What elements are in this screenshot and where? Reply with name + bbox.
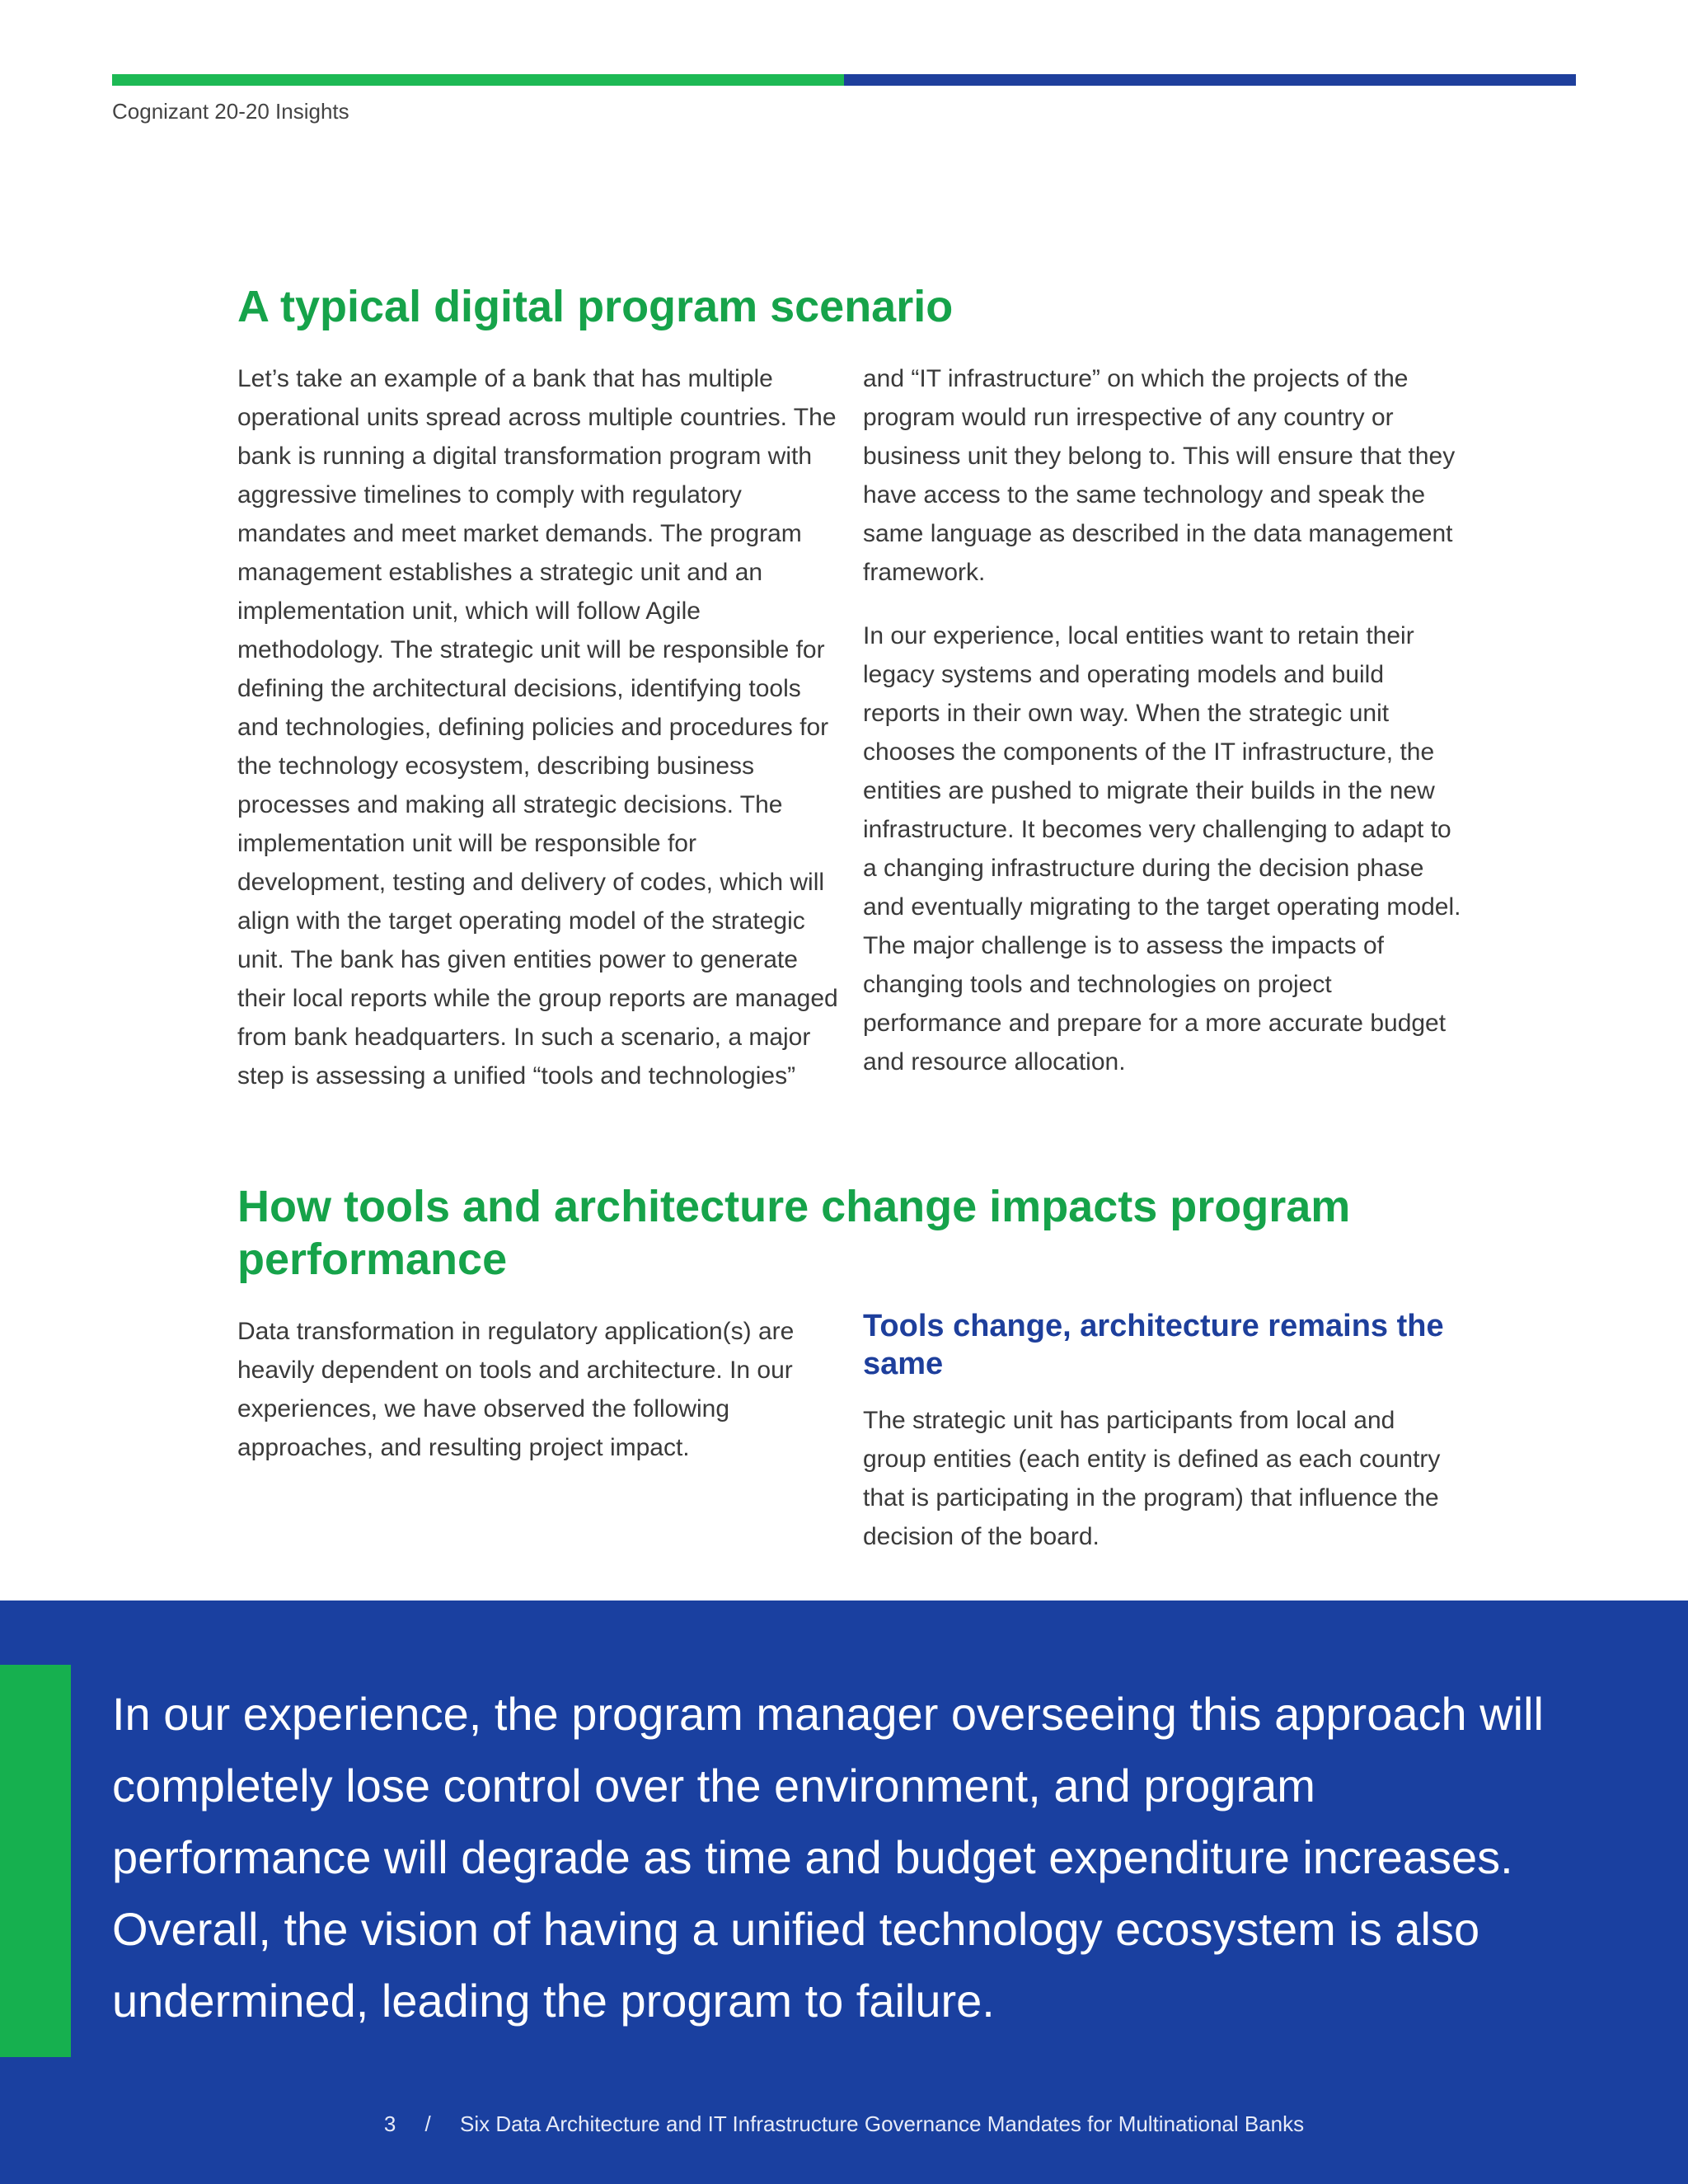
pull-quote-text: In our experience, the program manager overseeing this approach will completely lose control over the environment, and program performance will degrade as time and budget expenditure increases. Overall, the vision of having a unified technology ecosystem is also undermined, leading the program to failure. bbox=[112, 1688, 1544, 2027]
section-title-typical-scenario: A typical digital program scenario bbox=[237, 282, 954, 331]
section2-right-paragraph: The strategic unit has participants from local and group entities (each entity is defined as each country that is participating in the program) that influence the decision of the board. bbox=[863, 1407, 1441, 1550]
section2-left-paragraph: Data transformation in regulatory application(s) are heavily dependent on tools and architecture. In our experiences, we have observed the following approaches, and resulting project impact. bbox=[237, 1318, 795, 1461]
page-footer bbox=[0, 2111, 1688, 2137]
header-bar-green bbox=[112, 74, 844, 86]
footer-separator: / bbox=[424, 2111, 431, 2136]
section1-left-column bbox=[237, 359, 839, 1095]
pull-quote-accent-bar bbox=[0, 1665, 71, 2057]
section1-right-paragraph-2: In our experience, local entities want to retain their legacy systems and operating models and build reports in their own way. When the strategic unit chooses the components of the IT infrastructure, the entities are pushed to migrate their builds in the new infrastructure. It becomes very challenging to adapt to a changing infrastructure during the decision phase and eventually migrating to the target operating model. The major challenge is to assess the impacts of changing tools and technologies on project performance and prepare for a more accurate budget and resource allocation. bbox=[863, 622, 1461, 1076]
header-bar-blue bbox=[844, 74, 1576, 86]
section2-left-column bbox=[237, 1312, 839, 1467]
page-number: 3 bbox=[383, 2111, 396, 2136]
footer-doc-title: Six Data Architecture and IT Infrastructure Governance Mandates for Multinational Banks bbox=[460, 2111, 1305, 2136]
section-title-tools-architecture: How tools and architecture change impacts program performance bbox=[237, 1182, 1351, 1284]
subheading-tools-change: Tools change, architecture remains the same bbox=[863, 1309, 1444, 1381]
running-head: Cognizant 20-20 Insights bbox=[112, 99, 349, 124]
section1-right-paragraph-1: and “IT infrastructure” on which the projects of the program would run irrespective of any country or business unit they belong to. This will ensure that they have access to the same technology and speak the same language as described in the data management framework. bbox=[863, 365, 1456, 586]
paragraph-gap bbox=[863, 592, 1465, 616]
section1-right-column bbox=[863, 359, 1465, 1081]
section2-right-column bbox=[863, 1401, 1465, 1556]
section1-left-paragraph: Let’s take an example of a bank that has multiple operational units spread across multiple countries. The bank is running a digital transformation program with aggressive timelines to comply with regulatory mandates and meet market demands. The program management establishes a strategic unit and an implementation unit, which will follow Agile methodology. The strategic unit will be responsible for defining the architectural decisions, identifying tools and technologies, defining policies and procedures for the technology ecosystem, describing business processes and making all strategic decisions. The implementation unit will be responsible for development, testing and delivery of codes, which will align with the target operating model of the strategic unit. The bank has given entities power to generate their local reports while the group reports are managed from bank headquarters. In such a scenario, a major step is assessing a unified “tools and technologies” bbox=[237, 365, 838, 1090]
